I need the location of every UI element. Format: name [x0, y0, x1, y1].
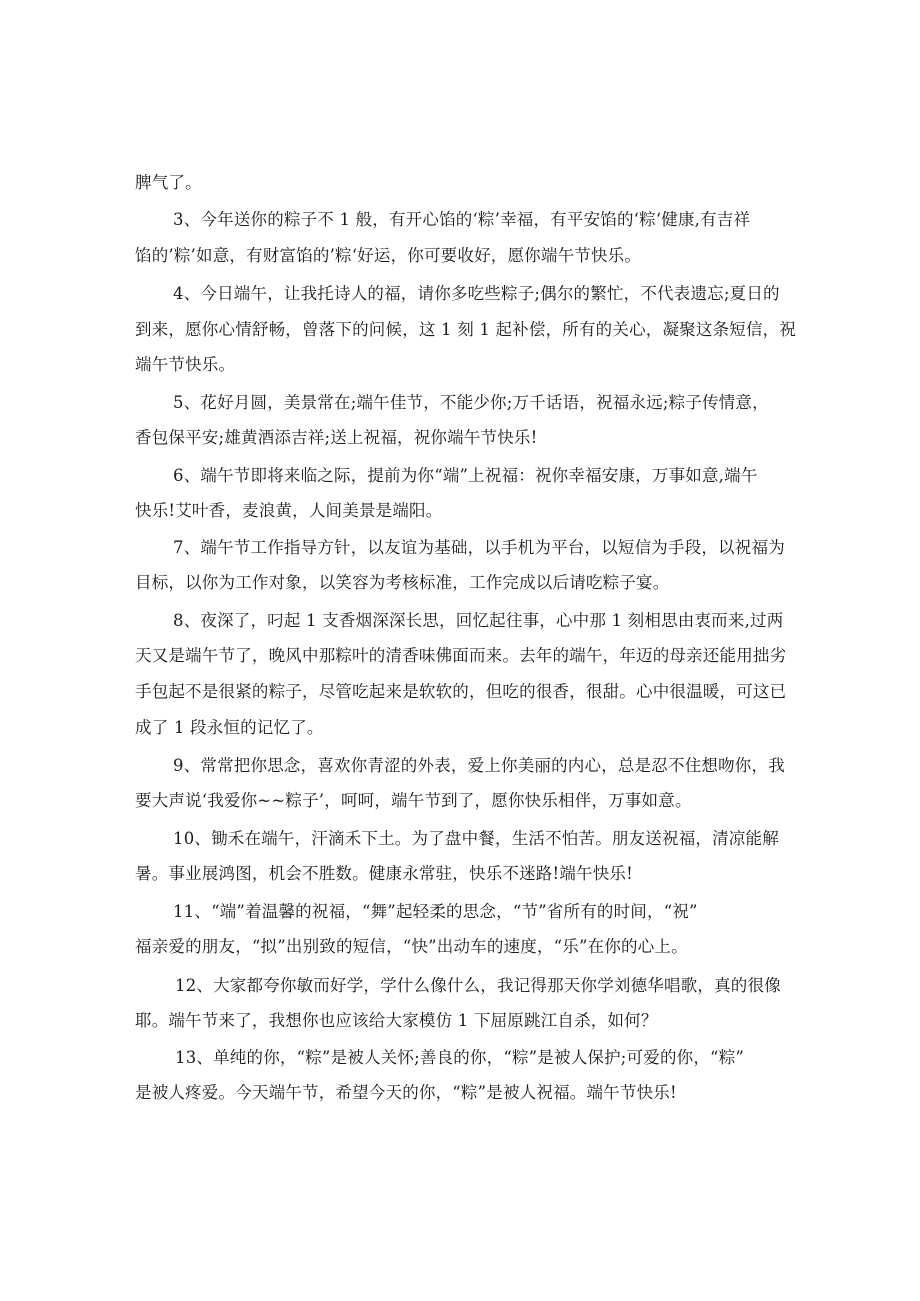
text-line: 福亲爱的朋友，“拟”出别致的短信，“快”出动车的速度，“乐”在你的心上。	[135, 937, 688, 956]
text-line: 快乐!艾叶香，麦浪黄，人间美景是端阳。	[135, 501, 443, 520]
text-line: 4、今日端午，让我托诗人的福，请你多吃些粽子;偶尔的繁忙，不代表遗忘;夏日的	[173, 284, 780, 303]
text-line: 6、端午节即将来临之际，提前为你“端”上祝福：祝你幸福安康，万事如意,端午	[173, 466, 758, 485]
text-line: 端午节快乐。	[135, 355, 236, 374]
text-line: 13、单纯的你，“粽”是被人关怀;善良的你，“粽”是被人保护;可爱的你，“粽”	[175, 1048, 745, 1067]
text-line: 3、今年送你的粽子不 1 般，有开心馅的‘粽’幸福，有平安馅的‘粽‘健康,有吉祥	[173, 210, 751, 229]
text-line: 天又是端午节了，晚风中那粽叶的清香味佛面而来。去年的端午，年迈的母亲还能用拙劣	[135, 646, 787, 665]
text-line: 要大声说‘我爱你~~粽子’，呵呵，端午节到了，愿你快乐相伴，万事如意。	[135, 791, 692, 810]
text-line: 是被人疼爱。今天端午节，希望今天的你，“粽”是被人祝福。端午节快乐!	[135, 1083, 677, 1102]
text-line: 脾气了。	[135, 173, 202, 192]
text-line: 5、花好月圆，美景常在;端午佳节，不能少你;万千话语，祝福永远;粽子传情意，	[173, 393, 769, 412]
text-line: 馅的’粽’如意，有财富馅的’粽‘好运，你可要收好，愿你端午节快乐。	[135, 246, 642, 265]
text-line: 手包起不是很紧的粽子，尽管吃起来是软软的，但吃的很香，很甜。心中很温暖，可这已	[135, 682, 787, 701]
text-line: 暑。事业展鸿图，机会不胜数。健康永常驻，快乐不迷路!端午快乐!	[135, 864, 633, 883]
text-line: 9、常常把你思念，喜欢你青涩的外表，爱上你美丽的内心，总是忍不住想吻你，我	[173, 756, 785, 775]
text-line: 耶。端午节来了，我想你也应该给大家模仿 1 下屈原跳江自杀，如何？	[135, 1011, 658, 1030]
text-line: 10、锄禾在端午，汗滴禾下土。为了盘中餐，生活不怕苦。朋友送祝福，清凉能解	[173, 829, 779, 848]
text-line: 目标，以你为工作对象，以笑容为考核标准，工作完成以后请吃粽子宴。	[135, 573, 670, 592]
text-line: 7、端午节工作指导方针，以友谊为基础，以手机为平台，以短信为手段，以祝福为	[173, 538, 785, 557]
text-line: 到来，愿你心情舒畅，曾落下的问候，这 1 刻 1 起补偿，所有的关心，凝聚这条短信，祝	[135, 320, 797, 339]
text-line: 12、大家都夸你敏而好学，学什么像什么，我记得那天你学刘德华唱歌，真的很像	[175, 976, 781, 995]
text-line: 8、夜深了，叼起 1 支香烟深深长思，回忆起往事，心中那 1 刻相思由衷而来,过两	[173, 611, 784, 630]
text-line: 成了 1 段永恒的记忆了。	[135, 718, 324, 737]
text-line: 香包保平安;雄黄酒添吉祥;送上祝福，祝你端午节快乐!	[135, 428, 538, 447]
text-line: 11、“端”着温馨的祝福，“舞”起轻柔的思念，“节”省所有的时间，“祝”	[173, 902, 698, 921]
